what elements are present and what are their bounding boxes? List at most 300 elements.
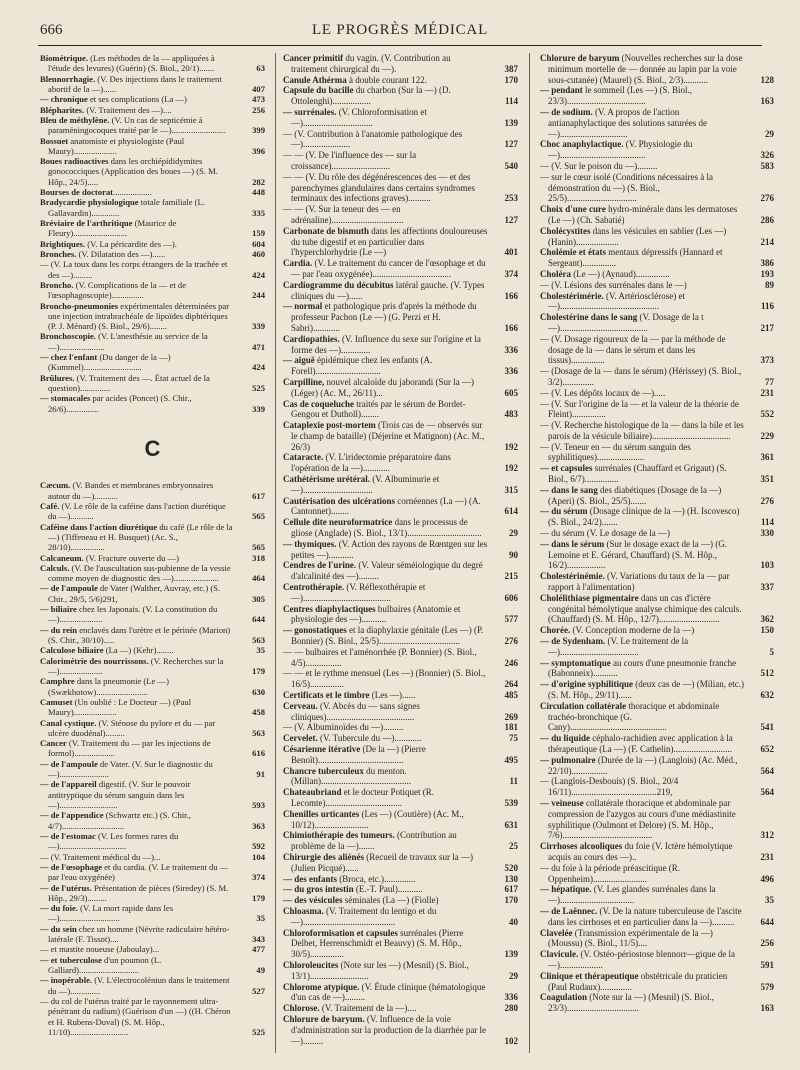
entry-heading: Calorimétrie des nourrissons. [40,655,149,666]
entry-heading: Clinique et thérapeutique [540,970,639,981]
entry-text: des diabétiques (Dosage de la —) (Aperi) (S. Biol., 25/5)....... [548,484,722,506]
index-entry [540,679,774,701]
entry-heading: — aiguë [283,355,315,366]
index-entry [540,701,774,733]
entry-heading: Cæcum. [40,480,71,491]
entry-heading: Brightiques. [40,238,86,249]
entry-heading: Chlorose. [283,1003,320,1014]
entry-heading: Capsule du bacille [283,85,354,96]
entry-heading: Circulation collatérale [540,700,627,711]
index-entry [283,809,518,831]
entry-page-number: 448 [252,187,265,198]
entry-text: (V. Sténose du pylore et du — par ulcère duodénal)......... [48,717,216,738]
entry-text: (V. A propos de l'action antianaphylactique des solutions saturées de —).............................. [548,106,707,139]
entry-text: (V. L'iridectomie préparatoire dans l'opération de la —)............ [291,452,451,474]
entry-page-number: 339 [252,321,265,332]
index-entry [40,105,265,115]
entry-text: — (Dosage de la — dans le sérum) (Hérissey) (S. Biol., 3/2).............. [540,366,742,387]
index-entry [40,903,265,924]
entry-heading: Chlorure de baryum [540,53,620,63]
index-entry [283,420,518,452]
entry-text: (V. Traitement du lentigo et du —)......................................... [291,905,437,927]
entry-page-number: 75 [509,733,518,744]
entry-text: (Transmission expérimentale de la —) (Moussu) (S. Biol., 11/5).... [548,927,713,949]
entry-heading: Chancre tuberculeux [283,765,364,776]
index-entry [540,291,774,313]
entry-heading: Cataplexie post-mortem [283,420,376,431]
entry-heading: — pendant [540,85,583,96]
index-entry [40,645,265,655]
index-entry [283,830,518,852]
entry-page-number: 424 [252,362,265,373]
entry-heading: Bronches. [40,248,77,259]
section-letter: C [144,435,161,461]
entry-heading: Cathétérisme urétéral. [283,474,370,485]
entry-page-number: 286 [760,214,774,225]
index-entry [40,697,265,718]
index-entry [283,647,518,669]
index-entry [540,841,774,863]
entry-heading: Café. [40,500,60,511]
entry-text: — du foie à la période préascitique (R. Oppenheim)........................ [540,862,680,884]
entry-text: — (V. Dosage rigoureux de la — par la méthode de dosage de la — dans le sérum et dans les tissus)............... [540,333,726,366]
entry-text: totale familiale (L. Gallavardin)............. [48,197,205,218]
entry-heading: — de l'appareil [40,779,97,790]
entry-page-number: 264 [504,679,518,690]
entry-text: (Maurice de Fleury)......................... [48,218,177,239]
index-entry [40,522,265,553]
index-entry [283,733,518,744]
entry-text: (V. Tubercule du —)............ [317,733,422,744]
entry-heading: Chlorure de baryum. [283,1013,365,1024]
entry-heading: Cholestérine dans le sang [540,312,638,323]
entry-text: (V. Traitement des —. État actuel de la question).............. [48,372,210,393]
entry-page-number: 40 [509,916,518,927]
entry-text: chez un homme (Névrite radiculaire hétéro-latérale (F. Tissot).... [48,923,230,945]
entry-text: (V. L'électrocoléniun dans le traitement du —).............. [48,975,230,996]
entry-page-number: 312 [760,830,774,841]
entry-heading: Clavicule. [540,949,579,960]
entry-page-number: 35 [765,895,774,906]
entry-page-number: 127 [504,139,518,150]
entry-page-number: 563 [252,727,265,738]
entry-heading: Cholémie et états [540,247,606,258]
entry-text: (Un oublié : Le Docteur —) (Paul Maury).................... [48,696,192,718]
entry-page-number: 192 [504,441,518,452]
index-entry [283,1003,518,1014]
entry-page-number: 605 [504,387,518,398]
entry-text: collatérale thoracique et abdominale par compression de l'azygos au cours d'une médiastinite syphilitique (Oulmont et Delore) (S. M. Hôp., 7/6)........................................ [548,797,736,841]
entry-page-number: 630 [252,686,265,697]
entry-text: thoracique et abdominale trachéo-bronchique (G. Cany)........................................... [548,700,720,733]
entry-page-number: 540 [504,160,518,171]
entry-page-number: 606 [504,592,518,603]
entry-page-number: 89 [765,279,774,290]
index-entry [40,852,265,862]
entry-heading: Cervelet. [283,733,318,744]
entry-text: (Le —) (Aynaud)............... [571,268,670,279]
entry-page-number: 593 [252,800,265,811]
entry-text: — — (V. Du rôle des dégénérescences des — et des parenchymes glandulaires dans certains syndromes terminaux des infections graves).......... [283,171,475,204]
entry-page-number: 229 [760,430,774,441]
index-entry [40,996,265,1037]
entry-text: (V. Étude clinique (hématologique d'un cas de —)......... [291,981,486,1003]
entry-text: (V. La mort rapide dans les —)............................ [48,903,174,924]
index-entry [540,884,774,906]
index-entry [540,269,774,280]
entry-heading: Calculose biliaire [40,645,104,656]
index-entry [540,949,774,971]
entry-heading: Canal cystique. [40,717,97,728]
page-title: LE PROGRÈS MÉDICAL [311,22,489,38]
entry-page-number: 91 [256,769,265,780]
entry-heading: — symptomatique [540,657,611,668]
entry-page-number: 520 [504,862,518,873]
index-entry [540,312,774,334]
entry-page-number: 464 [252,573,265,584]
entry-heading: Chenilles urticantes [283,808,360,819]
entry-heading: Chorée. [540,625,571,636]
entry-text: du charbon (Sur la —) (D. Ottolenghi)................. [291,85,451,107]
entry-heading: — et capsules [540,463,593,474]
index-entry [283,766,518,788]
entry-text: — (V. Sur l'origine de la — et la valeur de la théorie de Fleint)............... [540,398,739,420]
entry-heading: — inopérable. [40,975,93,986]
index-entry [283,668,518,690]
entry-heading: Chirurgie des aliénés [283,851,364,862]
entry-text: hydro-minérale dans les dermatoses (Le —) (Ch. Sabatié) [548,204,738,225]
entry-heading: Cirrhoses alcooliques [540,841,623,852]
entry-page-number: 330 [760,528,774,539]
index-entry [283,722,518,733]
entry-page-number: 170 [504,74,518,85]
index-entry [540,85,774,107]
entry-page-number: 5 [769,646,774,657]
index-entry [40,862,265,883]
entry-heading: — de sodium. [540,106,593,117]
entry-text: au cours d'une pneumonie franche (Babonneix)........... [548,657,737,679]
entry-text: — sur le cœur isolé (Conditions nécessaires à la démonstration du —) (S. Biol., 25/5)............................... [540,171,713,204]
entry-heading: — thymiques. [283,538,337,549]
index-entry [40,831,265,852]
entry-page-number: 483 [504,409,518,420]
index-entry [540,506,774,528]
entry-page-number: 460 [252,248,265,259]
entry-page-number: 159 [252,228,265,239]
entry-page-number: 315 [504,484,518,495]
entry-page-number: 617 [504,884,518,895]
entry-heading: — de l'ampoule [40,583,98,594]
index-entry [540,161,774,172]
entry-text: céphalo-rachidien avec application à la thérapeutique (La —) (F. Cathelin).......................... [548,733,733,754]
entry-text: d'un poumon (L. Galliard)............................ [48,954,162,976]
entry-text: (Durée de la —) (Langlois) (Ac. Méd., 22/10)................ [548,754,738,776]
index-entry [283,301,518,333]
entry-text: et du cardia. (V. Le traitement du — par l'eau oxygénée) [48,861,229,883]
index-entry [40,656,265,677]
entry-page-number: 485 [504,690,518,701]
entry-heading: Cendres de l'urine. [283,560,357,571]
entry-text: du foie (V. Ictère hémolytique acquis au cours des —).. [548,841,733,862]
entry-text: mentaux dépressifs (Hannard et Sergeant)............... [548,247,723,269]
entry-heading: Chateaubriand [283,787,342,798]
index-entry [283,53,518,75]
index-entry [283,226,518,258]
entry-page-number: 563 [252,635,265,646]
entry-text: — (V. Albuminoïdes du —)......... [283,722,404,733]
index-entry [283,172,518,204]
index-entry [283,625,518,647]
entry-page-number: 471 [252,341,265,352]
entry-heading: — veineuse [540,797,584,808]
entry-text: et ses complications (La —) [87,94,187,105]
index-entry [283,517,518,539]
index-entry [540,399,774,421]
entry-heading: Brûlures. [40,372,75,383]
entry-heading: — de l'estomac [40,830,96,841]
index-entry [540,571,774,593]
entry-heading: — du rein [40,624,78,635]
entry-page-number: 29 [509,970,518,981]
entry-heading: — du gros intestin [283,884,354,895]
entry-page-number: 591 [760,959,774,970]
entry-text: (V. Réflexothérapie et —)....................................... [291,582,426,603]
entry-text: (V. Le traitement de la —)................................... [548,636,689,657]
index-column-2 [283,53,518,1058]
entry-text: (Schwartz etc.) (S. Chir., 4/7)............................. [48,810,191,831]
index-entry [540,971,774,993]
index-entry [283,852,518,874]
index-entry [283,787,518,809]
entry-page-number: 215 [504,571,518,582]
entry-page-number: 256 [760,938,774,949]
index-entry [40,625,265,646]
entry-text: (V. Recherches sur la —).................... [48,655,224,676]
index-entry [540,798,774,841]
entry-page-number: 77 [765,376,774,387]
index-entry [540,334,774,366]
entry-page-number: 276 [760,193,774,204]
entry-heading: Choc anaphylactique. [540,139,624,150]
entry-heading: Chlorome atypique. [283,981,360,992]
index-entry [40,955,265,976]
entry-heading: Bossuet [40,135,69,146]
entry-heading: Cholestérimérie. [540,290,604,301]
entry-heading: Cancer [40,738,67,749]
entry-page-number: 458 [252,707,265,718]
entry-page-number: 361 [760,452,774,463]
entry-page-number: 127 [504,214,518,225]
index-entry [283,982,518,1004]
entry-text: dans les vésicules en sablier (Les —) (Hanin)................... [548,225,727,247]
entry-page-number: 214 [760,236,774,247]
entry-page-number: 326 [760,150,774,161]
entry-page-number: 424 [252,269,265,280]
entry-text: (Les —)...... [369,690,416,701]
entry-text: (V. Les formes rares du —)............................... [48,830,179,852]
index-entry [540,485,774,507]
entry-text: par acides (Poncet) (S. Chir., 26/6)............... [48,393,192,414]
entry-text: (V. Chloroformisation et —)............................... [291,106,427,128]
entry-heading: Choix d'une cure [540,204,606,215]
entry-page-number: 305 [252,593,265,604]
index-entry [40,810,265,831]
entry-text: (V. Ostéo-périostose blennorr—gique de la —)................... [548,949,736,970]
index-entry [283,204,518,226]
entry-page-number: 11 [509,776,518,787]
entry-text: (V. Artériosclérose) et —)............................................ [548,290,686,312]
entry-page-number: 35 [256,913,265,924]
entry-heading: — du foie. [40,903,78,914]
entry-page-number: 541 [760,722,774,733]
entry-page-number: 604 [252,238,265,249]
index-entry [540,636,774,658]
entry-heading: — pulmonaire [540,754,596,765]
index-entry [540,442,774,464]
entry-page-number: 374 [504,268,518,279]
entry-heading: — du liquide [540,733,591,744]
index-entry [540,172,774,204]
entry-heading: — et tuberculose [40,954,102,965]
entry-page-number: 387 [504,63,518,74]
index-entry [540,776,774,798]
index-entry [540,733,774,755]
entry-text: surrénales (Pierre Delbet, Herrenschmidt et Beauvy) (S. M. Hôp., 30/5)............... [291,927,464,960]
column-divider [529,53,530,1053]
index-entry [40,301,265,332]
index-entry [40,249,265,259]
entry-text: — du sérum (V. Le dosage de la —) [540,528,671,539]
entry-heading: Carpilline, [283,376,325,387]
entry-page-number: 336 [504,992,518,1003]
entry-page-number: 539 [504,797,518,808]
entry-heading: Bleu de méthylène. [40,114,110,125]
entry-heading: Cardiogramme du décubitus [283,279,394,290]
entry-heading: Bourses de doctorat [40,187,114,198]
index-entry [540,388,774,399]
entry-text: — (V. La toux dans les corps étrangers de la trachée et des —)......... [40,259,228,280]
entry-text: dans les affections douloureuses du tube digestif et en particulier dans l'hyperchlorhydrie (Le —) [291,225,488,258]
entry-page-number: 244 [252,290,265,301]
entry-page-number: 181 [504,722,518,733]
index-entry [540,107,774,139]
entry-text: — (Langlois-Desbouis) (S. Biol., 20/4 16/11)......................................219, [540,776,679,798]
entry-page-number: 276 [760,495,774,506]
entry-text: (E.-T. Paul)........... [353,884,423,895]
entry-heading: — de Sydenham. [540,636,606,647]
entry-text: du vagin. (V. Contribution au traitement chirurgical du —). [291,53,451,74]
index-entry [40,352,265,373]
entry-page-number: 401 [504,247,518,258]
index-entry [283,690,518,701]
index-entry [283,604,518,626]
entry-page-number: 577 [504,614,518,625]
index-entry [40,480,265,501]
entry-text: dans un cas d'ictère congénital hémolytique analyse chimique des calculs. (Chauffard) (S. M. Hôp., 12/7)........................... [548,592,742,625]
entry-text: (Nouvelles recherches sur la dose minimum mortelle de — donnée au lapin par la voie sous-cutanée) (Maurel) (S. Biol., 2/3)........... [548,53,743,85]
entry-text: — et mastite noueuse (Jaboulay)... [40,944,160,955]
index-entry [40,331,265,352]
index-entry [40,779,265,810]
entry-text: (V. Variations du taux de la — par rapport à l'alimentation) [548,571,730,593]
entry-text: (V. De l'auscultation sus-pubienne de la vessie comme moyen de diagnostic des —)..................... [48,562,231,584]
entry-text: surrénales (Chauffard et Grigaut) (S. Biol., 6/7)............... [548,463,727,485]
index-entry [283,701,518,723]
entry-heading: Cholécystites [540,225,591,236]
entry-text: (Du danger de la —) (Kummel)........................... [48,352,171,373]
entry-page-number: 564 [760,787,774,798]
index-entry [540,528,774,539]
entry-page-number: 29 [509,528,518,539]
entry-heading: Calcaneum. [40,552,84,563]
index-entry [40,94,265,104]
entry-page-number: 565 [252,511,265,522]
entry-heading: Camphre [40,676,75,687]
entry-page-number: 337 [760,582,774,593]
index-entry [40,136,265,157]
entry-text: (V. Influence du sexe sur l'origine et la forme des —)............. [291,333,481,355]
entry-page-number: 192 [504,463,518,474]
page-number: 666 [40,22,63,38]
entry-page-number: 166 [504,322,518,333]
entry-heading: — chez l'enfant [40,352,98,363]
entry-text: à double courant 122. [346,74,427,85]
entry-heading: Cholélithiase pigmentaire [540,592,639,603]
entry-text: dans les orchiépididymites gonococciques (Application des boues —) (S. M. Hôp., 24/5)..... [48,156,218,187]
entry-page-number: 616 [252,748,265,759]
entry-text: (Sur le dosage exact de la —) (G. Lemoine et E. Gérard, Chauffard) (S. M. Hôp., 16/2)................. [548,538,727,571]
index-entry [283,560,518,582]
entry-heading: Centrothérapie. [283,582,345,593]
index-entry [40,501,265,522]
entry-text: (V. Conception moderne de la —) [570,625,695,636]
entry-page-number: 374 [252,872,265,883]
entry-text: cornéennes (La —) (A. Cantonnet)........ [291,495,481,517]
entry-page-number: 114 [504,96,518,107]
entry-heading: Cardia. [283,258,313,269]
entry-text: (V. De la nature tuberculeuse de l'ascite dans les cirrhoses et en particulier dans la —).......... [548,905,742,927]
entry-heading: Biométrique. [40,53,88,63]
entry-text: — — (V. Sur la teneur des — en adrénaline)................................ [283,204,404,225]
index-entry [283,1014,518,1046]
entry-text: de Vater (Walther, Auvray, etc.) (S. Chir., 29/5, 5/6)291, [48,583,221,604]
entry-text: le sommeil (Les —) (S. Biol., 23/3)................................... [548,85,693,107]
entry-heading: — des vésicules [283,895,343,906]
entry-page-number: 269 [504,711,518,722]
entry-page-number: 351 [760,474,774,485]
entry-text: (V. Les glandes surrénales dans la —)................................. [548,884,716,906]
entry-page-number: 217 [760,322,774,333]
index-entry [283,884,518,895]
entry-page-number: 179 [252,892,265,903]
entry-text: (V. Bandes et membranes embryonnaires autour du —)........... [48,480,214,501]
index-entry [540,928,774,950]
index-entry [540,204,774,226]
entry-page-number: 495 [504,754,518,765]
entry-page-number: 336 [504,344,518,355]
entry-text: — (V. Lésions des surrénales dans le —) [540,279,687,290]
entry-text: (V. Un cas de septicémie à paraméningocoques traité par le —)......................... [48,114,226,136]
index-entry [540,863,774,885]
entry-text: (V. Le rôle de la caféine dans l'action diurétique du —)........... [48,500,226,522]
entry-text: (Les —) (Coutière) (Ac. M., 10/12)........................ [291,808,464,830]
entry-text: expérimentales déterminées par une injection intrabrachéale de lipoïdes diphtériques (P. J. Ménard) (S. Biol., 29/6)........ [48,300,230,332]
entry-page-number: 617 [252,490,265,501]
entry-heading: Blennorrhagie. [40,73,96,84]
entry-page-number: 564 [760,765,774,776]
entry-page-number: 336 [504,366,518,377]
index-entry [40,718,265,739]
